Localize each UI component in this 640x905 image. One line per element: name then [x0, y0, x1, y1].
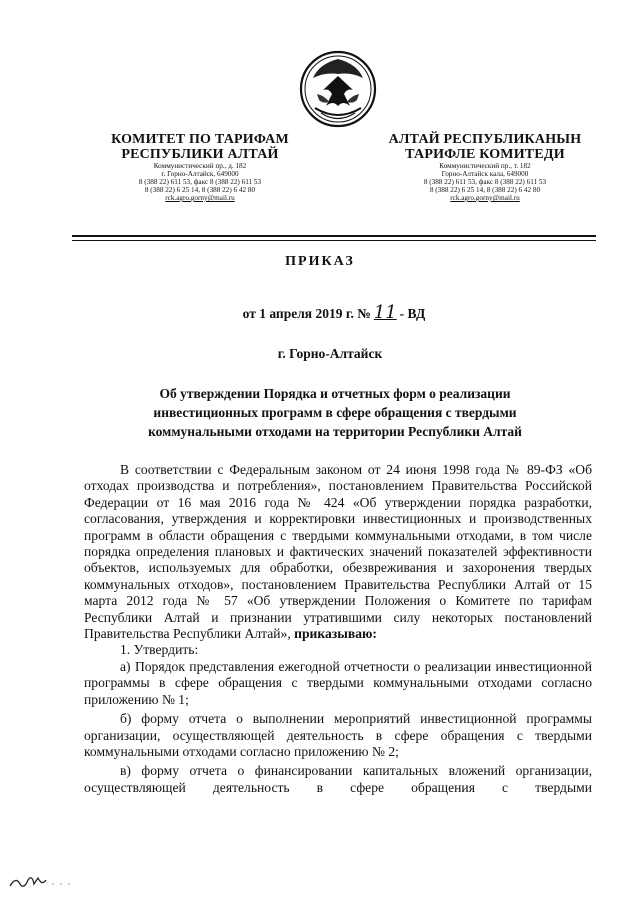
document-body [84, 462, 592, 796]
org-phones1: 8 (388 22) 611 53, факс 8 (388 22) 611 53 [138, 178, 262, 186]
item-b: б) форму отчета о выполнении мероприятий инвестиционной программы организации, осуществляющей деятельность в сфере обращения с твердыми коммунальными отходами согласно приложению № 2; [84, 711, 592, 759]
org-name-line1-alt: АЛТАЙ РЕСПУБЛИКАНЫН [388, 132, 582, 147]
order-date-number [0, 302, 640, 323]
subject-line1: Об утверждении Порядка и отчетных форм о реализации [159, 386, 511, 401]
org-address1: Коммунистический пр., д. 182 [153, 162, 247, 170]
order-date: от 1 апреля 2019 г. № [242, 306, 371, 321]
org-phones1-alt: 8 (388 22) 611 53, факс 8 (388 22) 611 53 [423, 178, 547, 186]
coat-of-arms-emblem [299, 50, 377, 128]
preamble-text: В соответствии с Федеральным законом от 24 июня 1998 года № 89-ФЗ «Об отходах производства и потребления», постановлением Правительства Российской Федерации от 16 мая 2016 года № 424 «Об утверждении порядка разработки, согласования, утверждения и корректировки инвестиционных и производственных программ в области обращения с твердыми коммунальными отходами, в том числе порядка определения плановых и фактических значений показателей эффективности объектов, используемых для обработки, обезвреживания и захоронения твердых коммунальных отходов», постановлением Правительства Республики Алтай от 15 марта 2012 года № 57 «Об утверждении Положения о Комитете по тарифам Республики Алтай и признании утратившими силу некоторых постановлений Правительства Республики Алтай», [84, 462, 592, 642]
org-email-link-alt[interactable]: rck.agro.gorny@mail.ru [450, 194, 520, 202]
org-address1-alt: Коммунистический пр., т. 182 [439, 162, 531, 170]
preamble-paragraph [84, 462, 592, 642]
header-divider-thin [72, 240, 596, 241]
org-phones2-alt: 8 (388 22) 6 25 14, 8 (388 22) 6 42 80 [429, 186, 541, 194]
order-number: 11 [373, 302, 397, 323]
city-line: г. Горно-Алтайск [277, 346, 383, 361]
item-c: в) форму отчета о финансировании капитальных вложений организации, осуществляющей деятельность в сфере обращения с твердыми [84, 763, 592, 795]
subject-line3: коммунальными отходами на территории Республики Алтай [148, 424, 522, 439]
item-1: 1. Утвердить: [120, 642, 199, 658]
ordering-word: приказываю: [294, 626, 377, 642]
subject-line2: инвестиционных программ в сфере обращения с твердыми [153, 405, 517, 420]
document-title: ПРИКАЗ [285, 254, 355, 269]
letterhead-right [385, 132, 585, 203]
org-name-line2-alt: ТАРИФЛЕ КОМИТЕДИ [405, 147, 565, 162]
header-divider-thick [72, 235, 596, 237]
item-a: а) Порядок представления ежегодной отчетности о реализации инвестиционной программы в сфере обращения с твердыми коммунальными отходами согласно приложению № 1; [84, 658, 592, 707]
letterhead-left [100, 132, 300, 203]
org-name-line2: РЕСПУБЛИКИ АЛТАЙ [121, 147, 279, 162]
org-address2: г. Горно-Алтайск, 649000 [161, 170, 239, 178]
org-name-line1: КОМИТЕТ ПО ТАРИФАМ [111, 132, 289, 147]
org-email-link[interactable]: rck.agro.gorny@mail.ru [165, 194, 235, 202]
org-address2-alt: Горно-Алтайск кала, 649000 [441, 170, 529, 178]
order-subject [95, 384, 575, 441]
order-suffix: - ВД [399, 306, 426, 321]
handwritten-initials-mark [8, 870, 78, 892]
org-phones2: 8 (388 22) 6 25 14, 8 (388 22) 6 42 80 [144, 186, 256, 194]
